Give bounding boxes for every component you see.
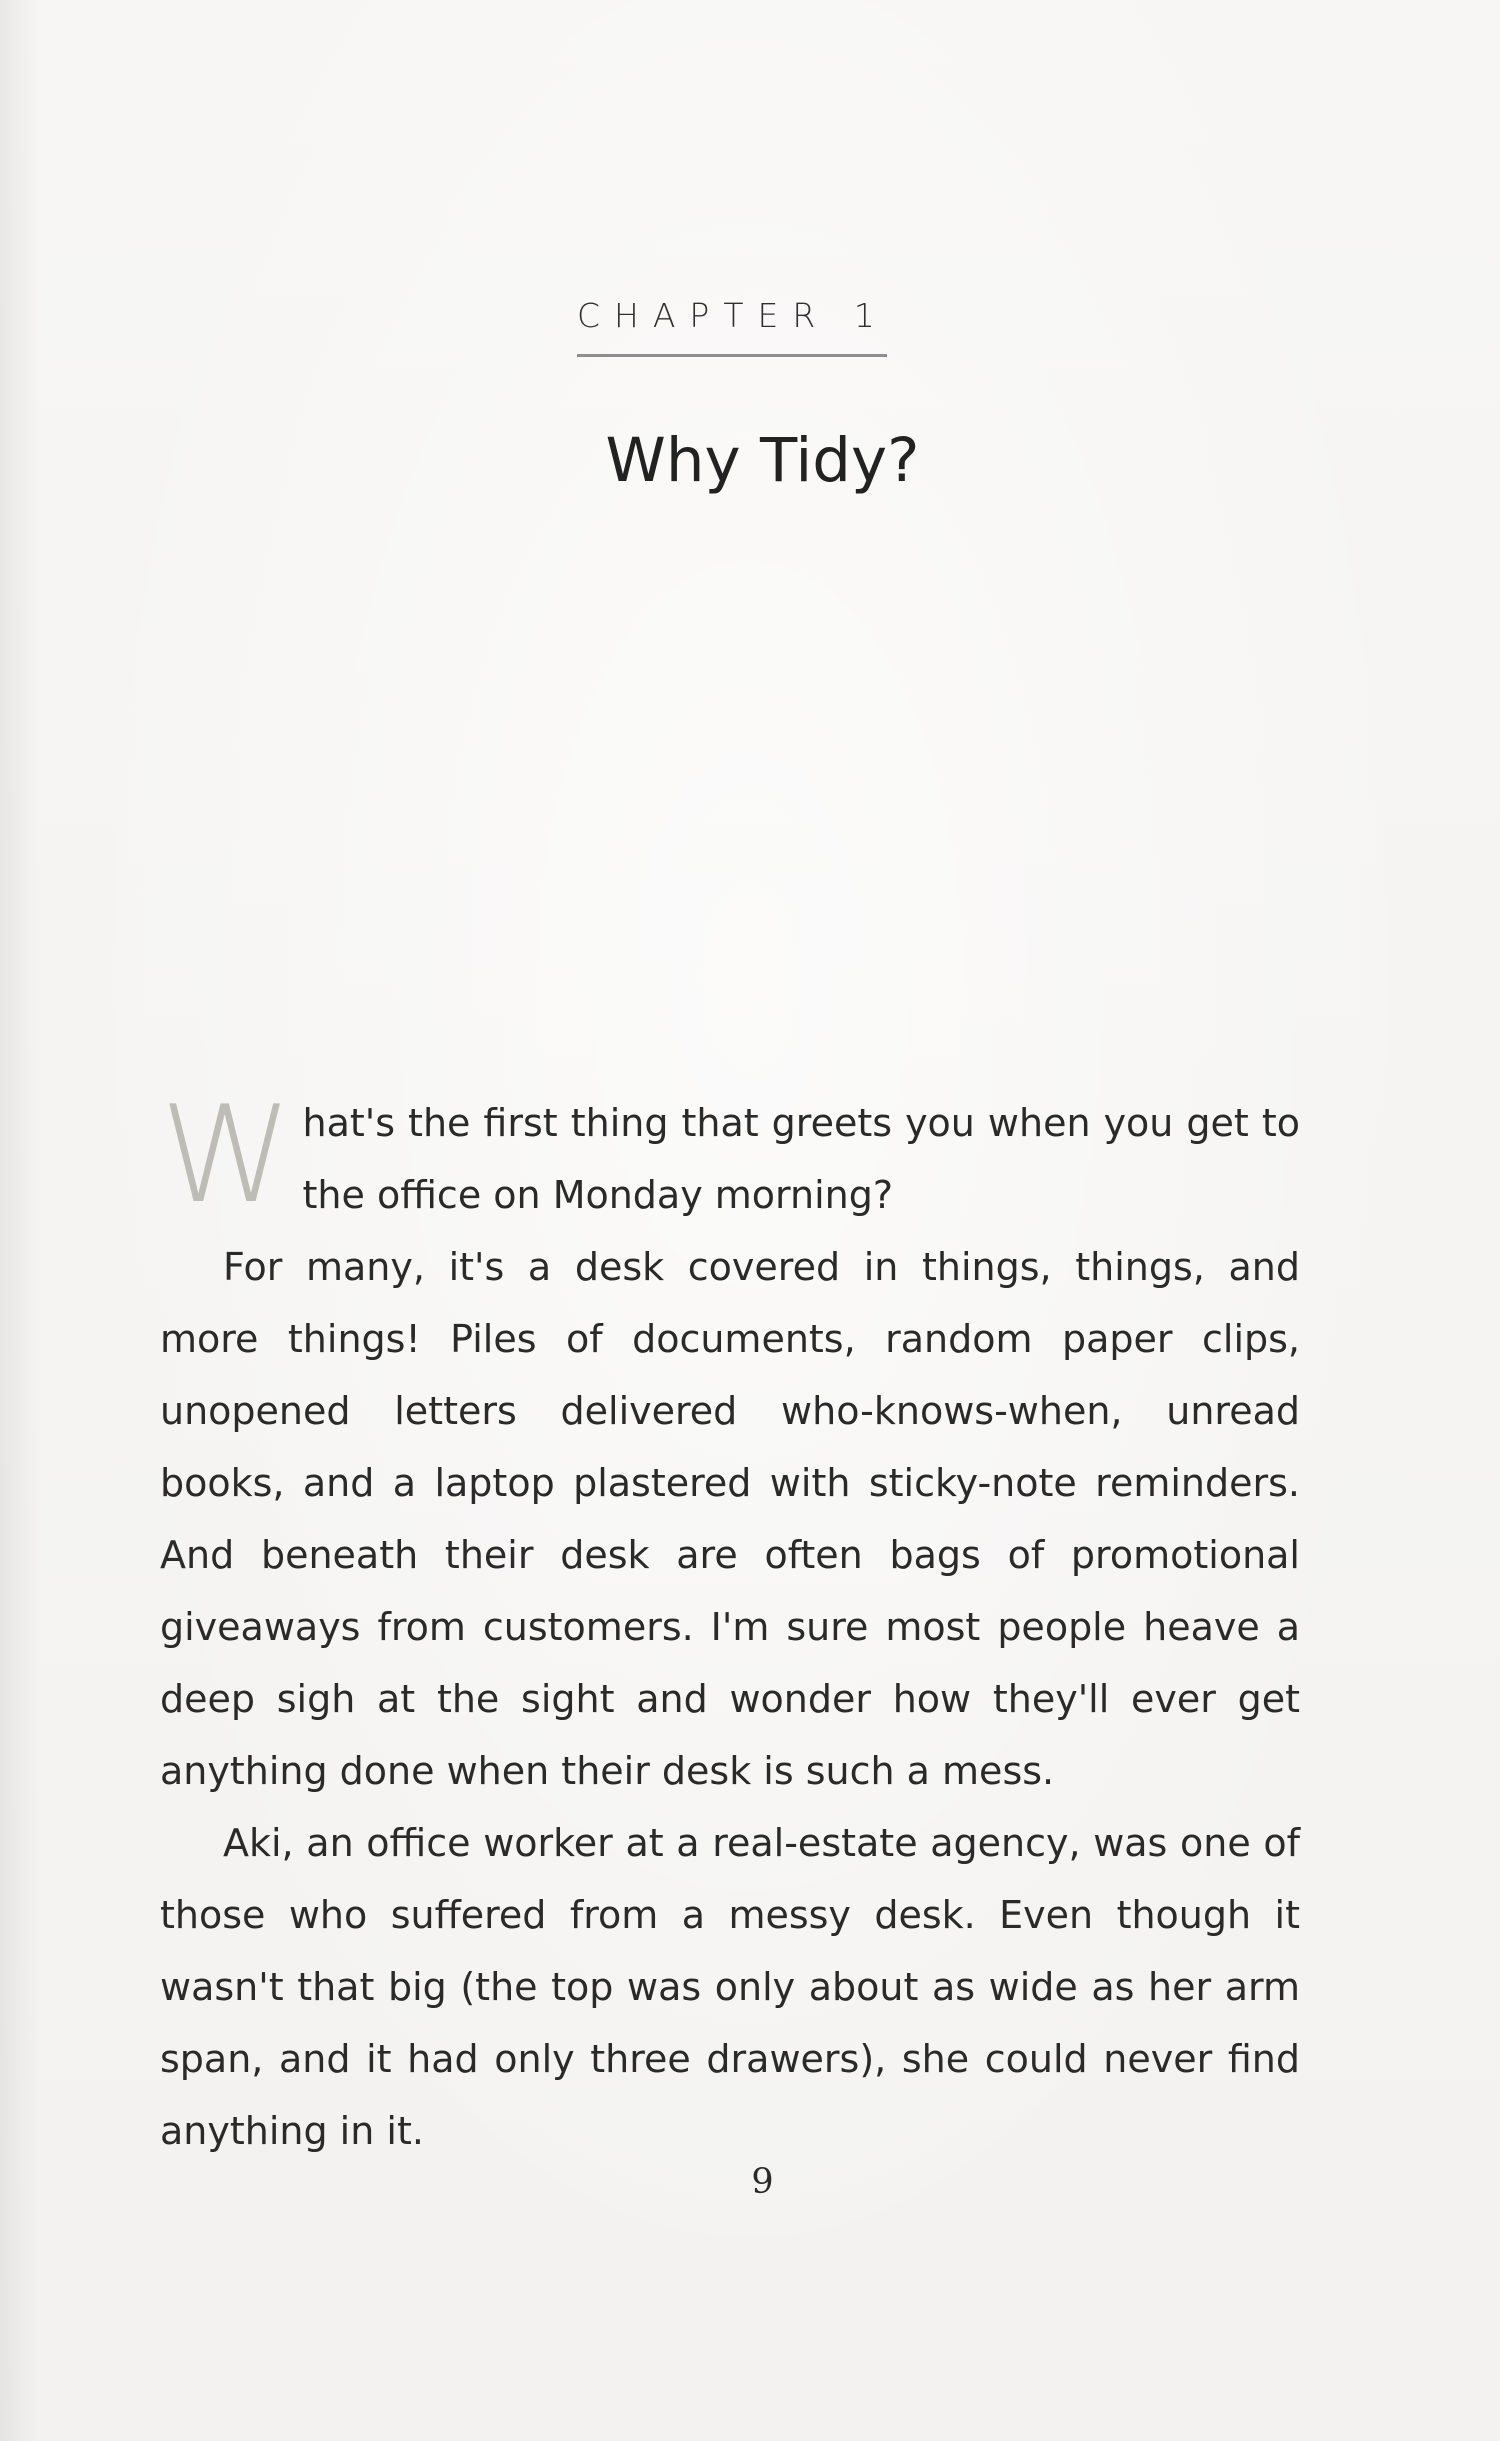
scan-edge-shadow bbox=[0, 0, 40, 2441]
drop-cap: W bbox=[160, 1077, 293, 1233]
chapter-title: Why Tidy? bbox=[605, 425, 920, 496]
chapter-label: CHAPTER 1 bbox=[577, 296, 889, 335]
opening-paragraph bbox=[160, 1077, 1300, 1233]
chapter-rule bbox=[577, 354, 887, 357]
body-text bbox=[160, 1077, 1300, 2167]
paragraph-aki: Aki, an office worker at a real-estate agency, was one of those who suffered from a messy desk. Even though it wasn't that big (the top was only about as wide as her arm span, and it had only three drawers), she could never find anything in it. bbox=[160, 1821, 1300, 2153]
paragraph-desk-clutter: For many, it's a desk covered in things, things, and more things! Piles of documents, random paper clips, unopened letters delivered who-knows-when, unread books, and a laptop plastered with sticky-note reminders. And beneath their desk are often bags of promotional giveaways from customers. I'm sure most people heave a deep sigh at the sight and wonder how they'll ever get anything done when their desk is such a mess. bbox=[160, 1245, 1300, 1793]
opening-paragraph-text: hat's the first thing that greets you when you get to the office on Monday morning? bbox=[302, 1101, 1300, 1217]
page-number: 9 bbox=[751, 2162, 774, 2202]
